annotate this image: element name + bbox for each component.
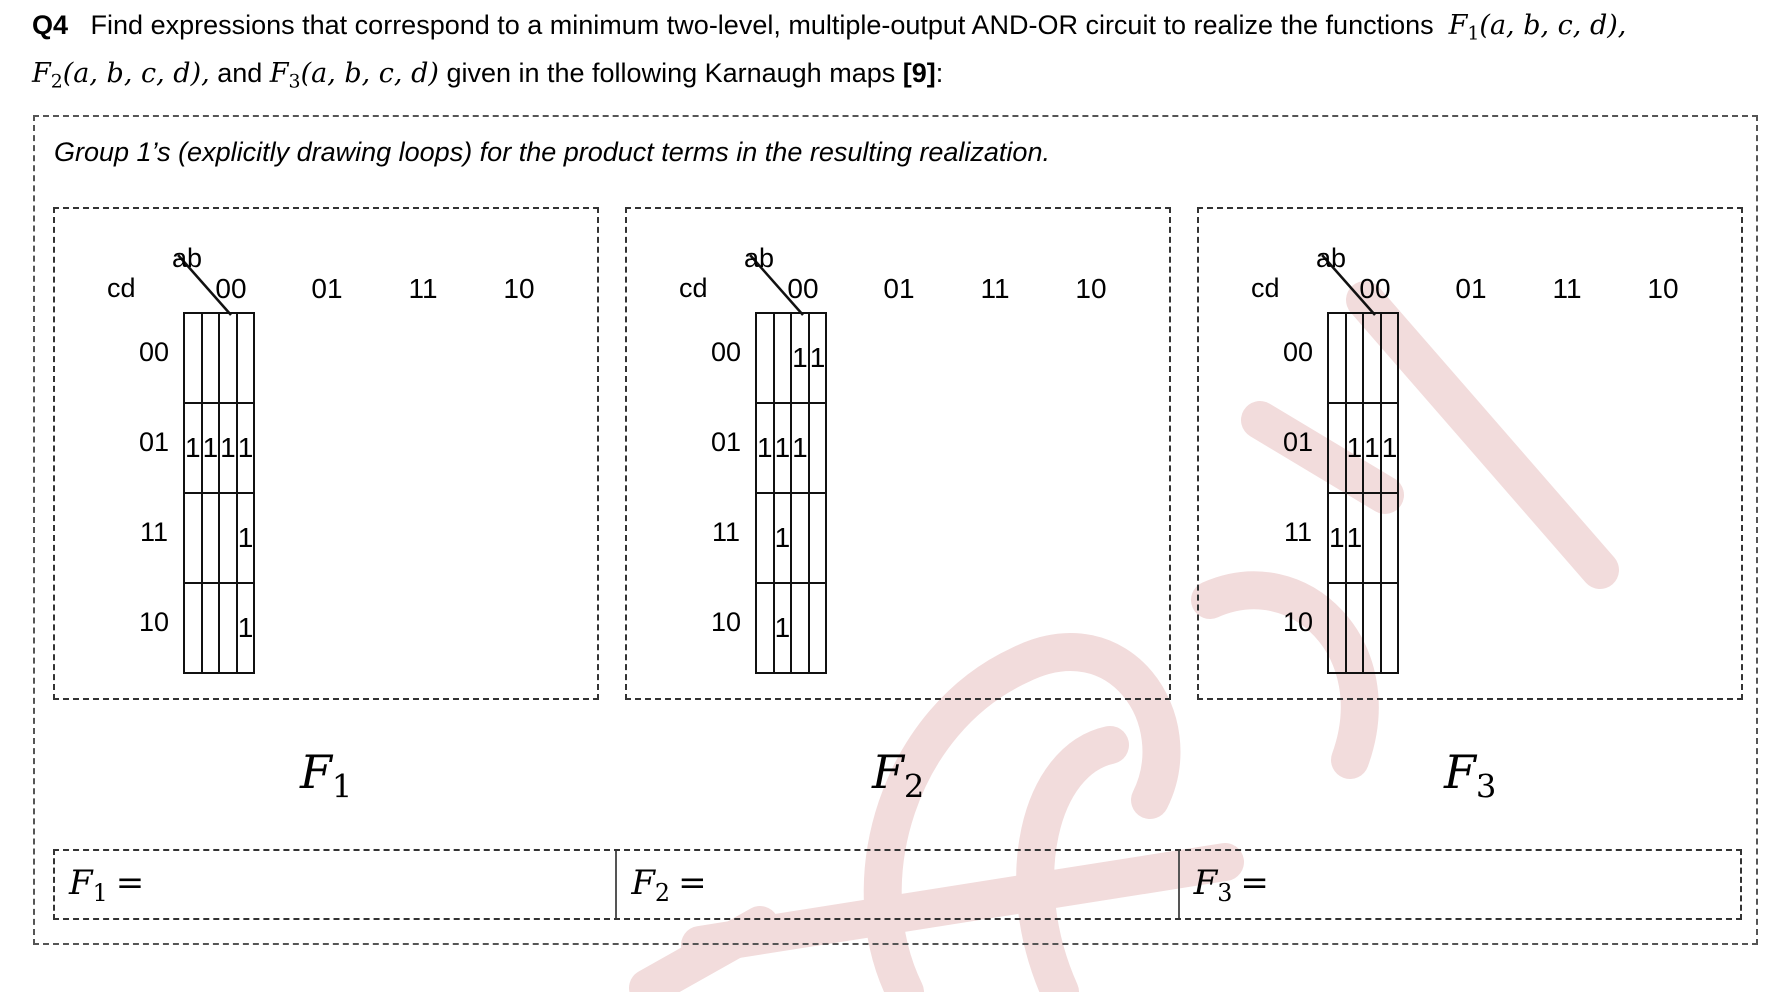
kmap-row-header: 01 (138, 427, 170, 457)
answer-box-f1[interactable] (55, 851, 617, 918)
kmap-cell[interactable] (219, 493, 237, 583)
answer-label-f3-text: $F_3$ (1193, 863, 1233, 908)
kmap-cell[interactable] (1328, 403, 1346, 493)
kmap-column-header: 10 (1647, 273, 1679, 304)
kmap-cell[interactable]: 1 (184, 403, 202, 493)
f3-signature: $F_3(a$, b, c, d) (269, 58, 439, 93)
question-text: Find expressions that correspond to a minimum two-level, multiple-output AND-OR circuit to realize the functions (90, 10, 1434, 40)
kmap-row-header: 11 (1283, 517, 1313, 547)
kmap-row (756, 493, 826, 583)
kmap-cell[interactable] (756, 493, 774, 583)
kmap-cell[interactable] (1363, 313, 1381, 403)
kmap-cell[interactable] (219, 583, 237, 673)
equals-sign: = (115, 863, 145, 903)
kmap-cell[interactable] (202, 493, 220, 583)
kmap-row-header: 00 (138, 337, 170, 367)
kmap-row (1328, 313, 1398, 403)
kmap-cell[interactable] (1363, 493, 1381, 583)
function-label-f1-letter: $F_1$ (300, 745, 353, 806)
kmap-cell[interactable] (1328, 313, 1346, 403)
colon: : (935, 58, 944, 88)
kmap-cell[interactable] (809, 403, 827, 493)
kmap-row (756, 583, 826, 673)
kmap-row-header: 01 (710, 427, 742, 457)
kmap-cell[interactable]: 1 (237, 583, 255, 673)
kmap-column-header: 11 (408, 273, 438, 304)
function-label-f2 (872, 745, 924, 806)
kmap-cell[interactable]: 1 (202, 403, 220, 493)
kmap-cell[interactable] (1346, 583, 1364, 673)
kmap-row-header: 00 (1282, 337, 1314, 367)
f2-signature: $F_2(a$, b, c, d), (32, 58, 210, 93)
kmap-row (1328, 403, 1398, 493)
kmap-cell[interactable]: 1 (1328, 493, 1346, 583)
answer-label-f1 (69, 863, 144, 907)
kmap-cell[interactable]: 1 (219, 403, 237, 493)
kmap-column-header: 00 (787, 273, 819, 304)
marks: [9] (902, 58, 936, 88)
kmap-column-header: 11 (980, 273, 1010, 304)
kmap-column-header: 10 (1075, 273, 1107, 304)
kmap-column-header: 11 (1552, 273, 1582, 304)
kmap-cell[interactable]: 1 (756, 403, 774, 493)
kmap-row (1328, 493, 1398, 583)
kmap-grid (755, 312, 827, 674)
kmap-cell[interactable]: 1 (237, 403, 255, 493)
question-line-2 (32, 56, 943, 99)
kmap-column-header: 10 (503, 273, 535, 304)
kmap-row-header: 10 (710, 607, 742, 637)
kmap-cell[interactable] (184, 493, 202, 583)
kmap-cell[interactable] (202, 583, 220, 673)
kmap-cd-label: cd (679, 273, 708, 303)
kmap-row-header: 10 (1282, 607, 1314, 637)
kmap-cell[interactable]: 1 (1363, 403, 1381, 493)
kmap-cell[interactable] (1381, 583, 1399, 673)
kmap-row-header: 01 (1282, 427, 1314, 457)
kmap-ab-label: ab (744, 243, 775, 273)
kmap-cell[interactable]: 1 (809, 313, 827, 403)
question-text-2: given in the following Karnaugh maps (446, 58, 896, 88)
answer-label-f2-text: $F_2$ (631, 863, 671, 908)
kmap-row-header: 10 (138, 607, 170, 637)
kmap-cell[interactable] (809, 583, 827, 673)
kmap-cell[interactable] (1346, 313, 1364, 403)
and-word: and (217, 58, 263, 88)
kmap-cell[interactable] (756, 313, 774, 403)
kmap-cell[interactable] (1381, 313, 1399, 403)
function-label-f2-letter: $F_2$ (872, 745, 925, 806)
kmap-grid (183, 312, 255, 674)
kmap-row (184, 403, 254, 493)
kmap-ab-label: ab (172, 243, 203, 273)
kmap-cell[interactable]: 1 (774, 493, 792, 583)
kmap-cd-label: cd (1251, 273, 1280, 303)
kmap-cd-label: cd (107, 273, 136, 303)
answer-boxes (53, 849, 1742, 920)
kmap-cell[interactable] (1328, 583, 1346, 673)
kmap-row-header: 11 (139, 517, 169, 547)
function-label-f3 (1444, 745, 1496, 806)
kmap-cell[interactable]: 1 (237, 493, 255, 583)
kmap-column-header: 01 (883, 273, 915, 304)
answer-box-f3[interactable] (1180, 851, 1740, 918)
kmap-cell[interactable]: 1 (791, 403, 809, 493)
function-label-f3-letter: $F_3$ (1444, 745, 1497, 806)
equals-sign: = (678, 863, 707, 903)
kmap-column-header: 00 (215, 273, 247, 304)
kmap-row (756, 403, 826, 493)
kmap-cell[interactable]: 1 (1381, 403, 1399, 493)
kmap-row (184, 583, 254, 673)
kmap-row (184, 493, 254, 583)
f1-signature: $F_1(a$, b, c, d), (1448, 10, 1627, 45)
question-line-1 (32, 8, 1626, 51)
answer-label-f1-text: $F_1$ (69, 863, 108, 908)
kmap-cell[interactable] (756, 583, 774, 673)
kmap-cell[interactable]: 1 (791, 313, 809, 403)
kmap-grid (1327, 312, 1399, 674)
question-number: Q4 (32, 10, 69, 40)
kmap-column-header: 01 (1455, 273, 1487, 304)
answer-box-f2[interactable] (617, 851, 1179, 918)
kmap-column-header: 00 (1359, 273, 1391, 304)
answer-label-f2 (631, 863, 706, 907)
kmap-cell[interactable] (791, 493, 809, 583)
kmap-cell[interactable] (1363, 583, 1381, 673)
kmap-cell[interactable]: 1 (774, 583, 792, 673)
kmap-row-header: 11 (711, 517, 741, 547)
kmap-cell[interactable] (237, 313, 255, 403)
kmap-cell[interactable] (1381, 493, 1399, 583)
kmap-cell[interactable] (184, 313, 202, 403)
function-label-f1 (300, 745, 352, 806)
kmap-row (184, 313, 254, 403)
instruction-text: Group 1’s (explicitly drawing loops) for the product terms in the resulting realization. (54, 137, 1050, 167)
kmap-row (756, 313, 826, 403)
kmap-row (1328, 583, 1398, 673)
kmap-cell[interactable]: 1 (1346, 493, 1364, 583)
kmap-cell[interactable]: 1 (774, 403, 792, 493)
kmap-cell[interactable] (219, 313, 237, 403)
kmap-column-header: 01 (311, 273, 343, 304)
kmap-ab-label: ab (1316, 243, 1347, 273)
kmap-cell[interactable]: 1 (1346, 403, 1364, 493)
kmap-cell[interactable] (791, 583, 809, 673)
kmap-cell[interactable] (184, 583, 202, 673)
kmap-cell[interactable] (202, 313, 220, 403)
answer-label-f3 (1194, 863, 1269, 907)
kmap-row-header: 00 (710, 337, 742, 367)
equals-sign: = (1240, 863, 1269, 903)
kmap-cell[interactable] (809, 493, 827, 583)
kmap-cell[interactable] (774, 313, 792, 403)
